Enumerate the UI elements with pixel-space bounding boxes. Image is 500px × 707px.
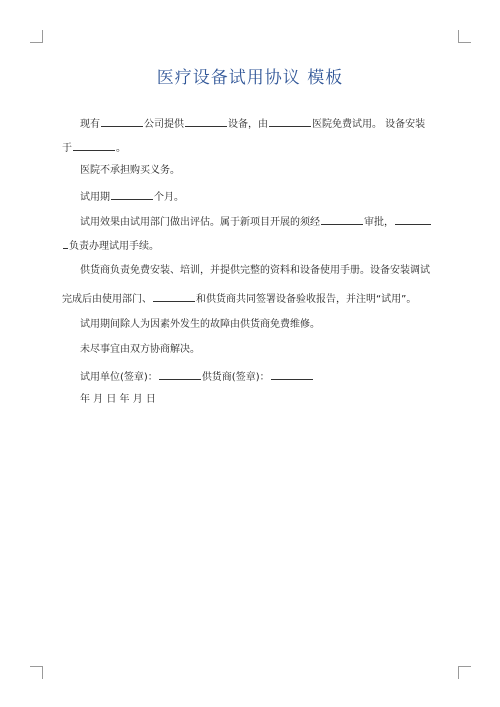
crop-mark-bottom-right [458, 666, 471, 679]
paragraph-5-line-2: 完成后由使用部门、 和供货商共同签署设备验收报告，并注明“试用”。 [62, 291, 416, 306]
paragraph-2: 医院不承担购买义务。 [80, 165, 180, 176]
blank-hospital [269, 116, 311, 127]
paragraph-6: 试用期间除人为因素外发生的故障由供货商免费维修。 [80, 319, 320, 330]
signature-line: 试用单位(签章)： 供货商(签章)： [80, 369, 314, 384]
blank-trial-unit-sign [159, 369, 201, 380]
blank-trial-months [111, 189, 153, 200]
blank-department [153, 291, 195, 302]
crop-mark-bottom-left [30, 666, 43, 679]
date-line: 年 月 日 年 月 日 [80, 394, 156, 405]
blank-device [185, 116, 227, 127]
crop-mark-top-left [30, 30, 43, 43]
blank-supplier-sign [271, 369, 313, 380]
document-title: 医疗设备试用协议 模板 [156, 68, 344, 88]
blank-responsible-dept-cont [63, 238, 68, 249]
blank-install-location [73, 140, 115, 151]
paragraph-1-line-1: 现有 公司提供 设备，由 医院免费试用。 设备安装 [80, 116, 425, 131]
blank-approver [321, 214, 363, 225]
paragraph-3: 试用期 个月。 [80, 189, 184, 204]
paragraph-4-line-1: 试用效果由试用部门做出评估。属于新项目开展的须经 审批， [80, 214, 432, 229]
paragraph-4-line-2: 负责办理试用手续。 [62, 238, 159, 253]
blank-responsible-dept [395, 214, 431, 225]
blank-company [101, 116, 143, 127]
crop-mark-top-right [458, 30, 471, 43]
paragraph-5-line-1: 供货商负责免费安装、培训，并提供完整的资料和设备使用手册。设备安装调试 [80, 265, 430, 276]
paragraph-7: 未尽事宜由双方协商解决。 [80, 344, 200, 355]
paragraph-1-line-2: 于 。 [62, 140, 126, 155]
